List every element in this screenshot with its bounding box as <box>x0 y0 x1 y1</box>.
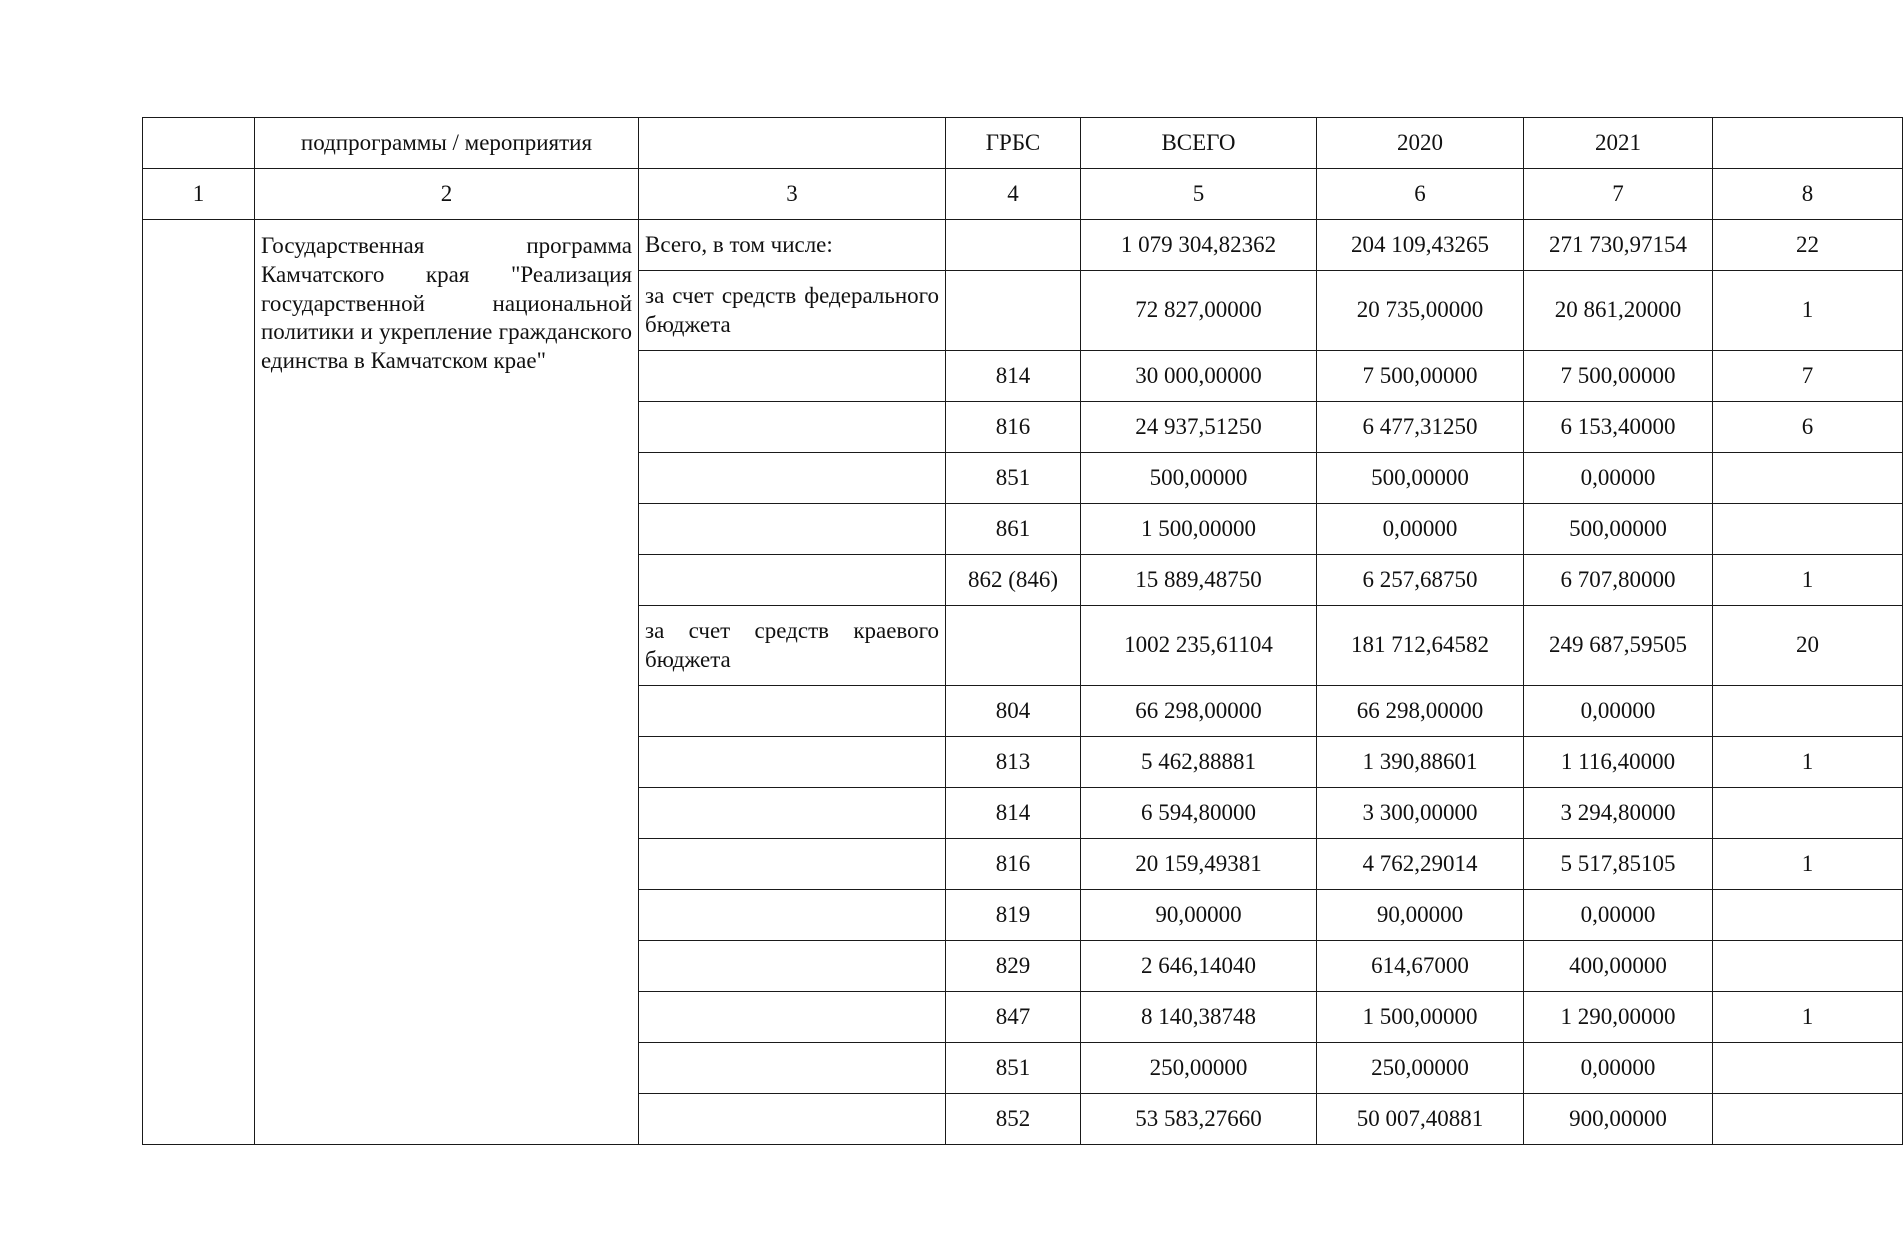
grbs-cell: 851 <box>946 1043 1081 1094</box>
funding-source-cell <box>639 788 946 839</box>
total-cell: 90,00000 <box>1081 890 1317 941</box>
total-cell: 1 500,00000 <box>1081 504 1317 555</box>
year-2021-cell: 1 116,40000 <box>1524 737 1713 788</box>
column-number: 4 <box>946 169 1081 220</box>
funding-source-cell <box>639 402 946 453</box>
next-year-cell: 1 <box>1713 555 1903 606</box>
next-year-cell: 1 <box>1713 992 1903 1043</box>
funding-source-cell: Всего, в том числе: <box>639 220 946 271</box>
year-2020-cell: 500,00000 <box>1317 453 1524 504</box>
header-cell-subprograms: подпрограммы / мероприятия <box>255 118 639 169</box>
year-2020-cell: 614,67000 <box>1317 941 1524 992</box>
header-cell-8 <box>1713 118 1903 169</box>
total-cell: 53 583,27660 <box>1081 1094 1317 1145</box>
year-2021-cell: 249 687,59505 <box>1524 606 1713 686</box>
header-cell-2020: 2020 <box>1317 118 1524 169</box>
funding-source-cell <box>639 1043 946 1094</box>
total-cell: 8 140,38748 <box>1081 992 1317 1043</box>
year-2021-cell: 5 517,85105 <box>1524 839 1713 890</box>
next-year-cell: 1 <box>1713 737 1903 788</box>
next-year-cell <box>1713 686 1903 737</box>
funding-source-cell <box>639 992 946 1043</box>
total-cell: 66 298,00000 <box>1081 686 1317 737</box>
next-year-cell: 22 <box>1713 220 1903 271</box>
total-cell: 500,00000 <box>1081 453 1317 504</box>
grbs-cell: 816 <box>946 402 1081 453</box>
year-2021-cell: 0,00000 <box>1524 1043 1713 1094</box>
total-cell: 72 827,00000 <box>1081 271 1317 351</box>
budget-table <box>142 117 1903 1145</box>
year-2020-cell: 4 762,29014 <box>1317 839 1524 890</box>
total-cell: 5 462,88881 <box>1081 737 1317 788</box>
funding-source-cell <box>639 839 946 890</box>
year-2020-cell: 90,00000 <box>1317 890 1524 941</box>
year-2021-cell: 400,00000 <box>1524 941 1713 992</box>
year-2020-cell: 204 109,43265 <box>1317 220 1524 271</box>
funding-source-cell <box>639 351 946 402</box>
total-cell: 6 594,80000 <box>1081 788 1317 839</box>
next-year-cell <box>1713 1094 1903 1145</box>
grbs-cell: 804 <box>946 686 1081 737</box>
total-cell: 250,00000 <box>1081 1043 1317 1094</box>
next-year-cell: 6 <box>1713 402 1903 453</box>
column-number: 7 <box>1524 169 1713 220</box>
column-number: 8 <box>1713 169 1903 220</box>
column-numbers-row <box>143 169 1903 220</box>
program-index-cell <box>143 220 255 1145</box>
year-2020-cell: 6 257,68750 <box>1317 555 1524 606</box>
year-2021-cell: 271 730,97154 <box>1524 220 1713 271</box>
total-cell: 1 079 304,82362 <box>1081 220 1317 271</box>
header-cell-grbs: ГРБС <box>946 118 1081 169</box>
grbs-cell <box>946 606 1081 686</box>
table-row <box>143 220 1903 271</box>
funding-source-cell <box>639 504 946 555</box>
year-2021-cell: 1 290,00000 <box>1524 992 1713 1043</box>
year-2020-cell: 1 500,00000 <box>1317 992 1524 1043</box>
year-2020-cell: 66 298,00000 <box>1317 686 1524 737</box>
table-viewport <box>142 117 1819 1147</box>
total-cell: 1002 235,61104 <box>1081 606 1317 686</box>
year-2021-cell: 20 861,20000 <box>1524 271 1713 351</box>
grbs-cell: 813 <box>946 737 1081 788</box>
next-year-cell <box>1713 504 1903 555</box>
grbs-cell: 851 <box>946 453 1081 504</box>
next-year-cell <box>1713 1043 1903 1094</box>
next-year-cell: 7 <box>1713 351 1903 402</box>
grbs-cell: 852 <box>946 1094 1081 1145</box>
year-2020-cell: 1 390,88601 <box>1317 737 1524 788</box>
grbs-cell: 862 (846) <box>946 555 1081 606</box>
year-2020-cell: 6 477,31250 <box>1317 402 1524 453</box>
year-2021-cell: 0,00000 <box>1524 686 1713 737</box>
year-2020-cell: 20 735,00000 <box>1317 271 1524 351</box>
grbs-cell: 829 <box>946 941 1081 992</box>
year-2021-cell: 6 153,40000 <box>1524 402 1713 453</box>
funding-source-cell <box>639 890 946 941</box>
funding-source-cell <box>639 453 946 504</box>
column-number: 5 <box>1081 169 1317 220</box>
year-2021-cell: 6 707,80000 <box>1524 555 1713 606</box>
grbs-cell: 847 <box>946 992 1081 1043</box>
grbs-cell: 814 <box>946 351 1081 402</box>
next-year-cell <box>1713 788 1903 839</box>
total-cell: 15 889,48750 <box>1081 555 1317 606</box>
grbs-cell <box>946 220 1081 271</box>
program-name-cell: Государственная программа Камчатского края "Реализация государственной национальной политики и укрепление гражданского единства в Камчатском крае" <box>255 220 639 1145</box>
next-year-cell: 20 <box>1713 606 1903 686</box>
year-2021-cell: 3 294,80000 <box>1524 788 1713 839</box>
year-2020-cell: 0,00000 <box>1317 504 1524 555</box>
grbs-cell: 819 <box>946 890 1081 941</box>
header-cell-1 <box>143 118 255 169</box>
funding-source-cell <box>639 555 946 606</box>
funding-source-cell <box>639 1094 946 1145</box>
funding-source-cell: за счет средств федерального бюджета <box>639 271 946 351</box>
year-2020-cell: 7 500,00000 <box>1317 351 1524 402</box>
header-cell-total: ВСЕГО <box>1081 118 1317 169</box>
total-cell: 30 000,00000 <box>1081 351 1317 402</box>
column-number: 1 <box>143 169 255 220</box>
header-cell-2021: 2021 <box>1524 118 1713 169</box>
year-2021-cell: 500,00000 <box>1524 504 1713 555</box>
year-2021-cell: 0,00000 <box>1524 453 1713 504</box>
funding-source-cell <box>639 737 946 788</box>
grbs-cell: 816 <box>946 839 1081 890</box>
column-number: 3 <box>639 169 946 220</box>
next-year-cell <box>1713 941 1903 992</box>
funding-source-cell <box>639 686 946 737</box>
total-cell: 2 646,14040 <box>1081 941 1317 992</box>
next-year-cell <box>1713 453 1903 504</box>
funding-source-cell: за счет средств краевого бюджета <box>639 606 946 686</box>
next-year-cell <box>1713 890 1903 941</box>
column-number: 2 <box>255 169 639 220</box>
year-2020-cell: 181 712,64582 <box>1317 606 1524 686</box>
grbs-cell: 814 <box>946 788 1081 839</box>
column-number: 6 <box>1317 169 1524 220</box>
total-cell: 20 159,49381 <box>1081 839 1317 890</box>
next-year-cell: 1 <box>1713 839 1903 890</box>
grbs-cell <box>946 271 1081 351</box>
year-2021-cell: 900,00000 <box>1524 1094 1713 1145</box>
year-2021-cell: 7 500,00000 <box>1524 351 1713 402</box>
year-2020-cell: 3 300,00000 <box>1317 788 1524 839</box>
header-cell-3 <box>639 118 946 169</box>
year-2020-cell: 250,00000 <box>1317 1043 1524 1094</box>
total-cell: 24 937,51250 <box>1081 402 1317 453</box>
funding-source-cell <box>639 941 946 992</box>
grbs-cell: 861 <box>946 504 1081 555</box>
header-row <box>143 118 1903 169</box>
year-2020-cell: 50 007,40881 <box>1317 1094 1524 1145</box>
next-year-cell: 1 <box>1713 271 1903 351</box>
year-2021-cell: 0,00000 <box>1524 890 1713 941</box>
